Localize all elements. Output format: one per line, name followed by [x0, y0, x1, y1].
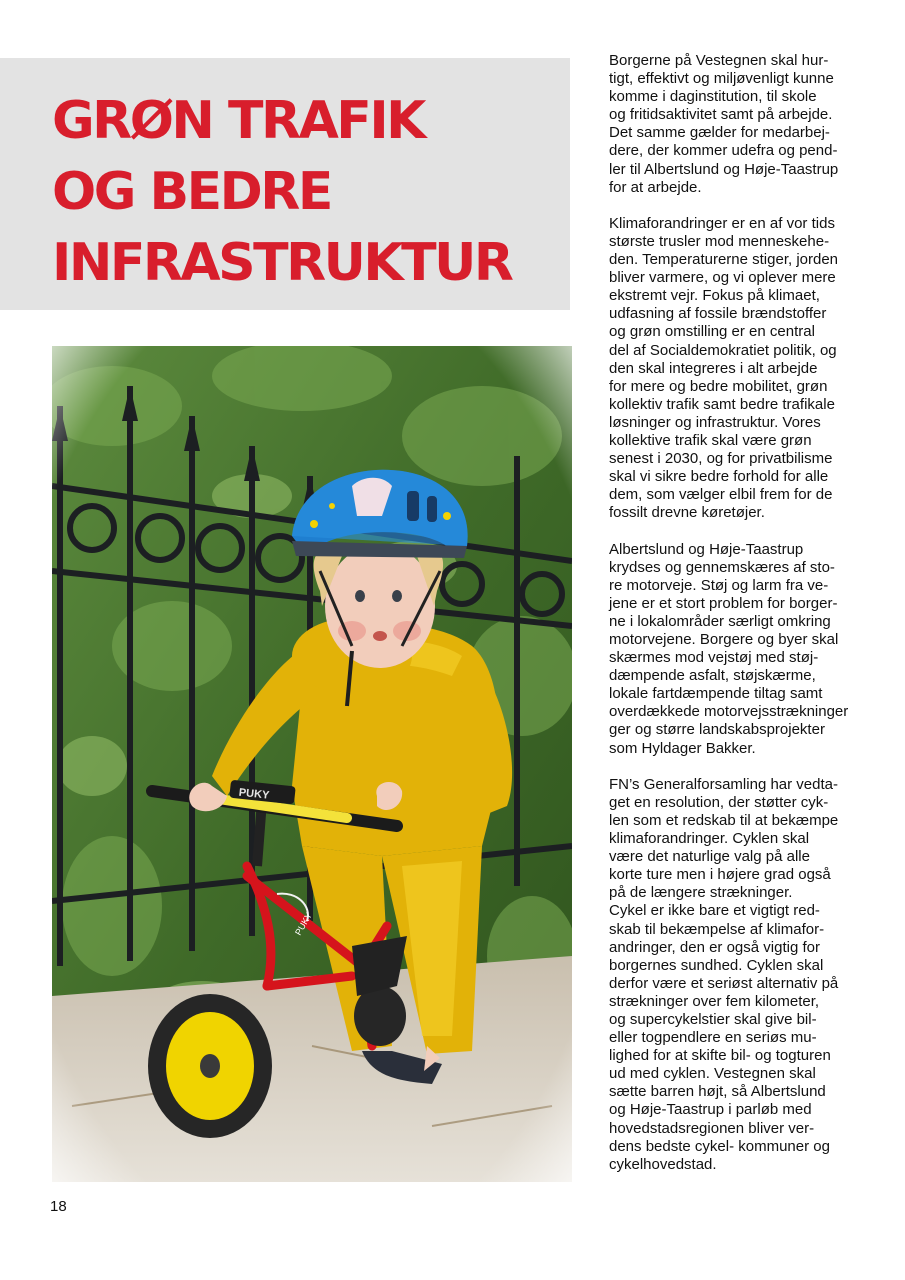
text-line: og supercykelstier skal give bil- [609, 1010, 817, 1028]
text-line: senest i 2030, og for privatbilisme [609, 450, 833, 468]
text-line: del af Socialdemokratiet politik, og [609, 341, 837, 359]
text-line: hovedstadsregionen bliver ver- [609, 1119, 815, 1137]
article-body [609, 52, 869, 1192]
text-line: FN’s Generalforsamling har vedta- [609, 775, 838, 793]
paragraph-noise [609, 541, 869, 758]
text-line: dere, der kommer udefra og pend- [609, 142, 838, 160]
title-line: OG BEDRE [52, 162, 331, 222]
text-line: borgernes sundhed. Cyklen skal [609, 956, 824, 974]
text-line: kollektiv trafik samt bedre trafikale [609, 395, 835, 413]
text-line: ger og større landskabsprojekter [609, 721, 825, 739]
text-line: cykelhovedstad. [609, 1155, 717, 1173]
text-line: dæmpende asfalt, støjskærme, [609, 667, 816, 685]
text-line: strækninger over fem kilometer, [609, 992, 820, 1010]
paragraph-cycling [609, 776, 869, 1174]
text-line: for at arbejde. [609, 178, 702, 196]
text-line: ler til Albertslund og Høje-Taastrup [609, 160, 839, 178]
text-line: motorvejene. Borgere og byer skal [609, 631, 839, 648]
text-line: for mere og bedre mobilitet, grøn [609, 377, 828, 395]
text-line: fossilt drevne køretøjer. [609, 504, 765, 522]
text-line: være det naturlige valg på alle [609, 848, 810, 866]
text-line: Borgerne på Vestegnen skal hur- [609, 52, 829, 69]
text-line: udfasning af fossile brændstoffer [609, 305, 827, 323]
child-balance-bike-photo [52, 346, 572, 1182]
text-line: ud med cyklen. Vestegnen skal [609, 1065, 816, 1083]
text-line: kollektive trafik skal være grøn [609, 431, 812, 449]
text-line: overdækkede motorvejsstrækninger [609, 703, 849, 721]
text-line: eller togpendlere en seriøs mu- [609, 1029, 817, 1047]
page-title [52, 86, 511, 299]
text-line: ne i lokalområder særligt omkring [609, 612, 831, 630]
text-line: lokale fartdæmpende tiltag samt [609, 685, 823, 703]
text-line: sætte barren højt, så Albertslund [609, 1083, 826, 1101]
text-line: den skal integreres i alt arbejde [609, 359, 818, 377]
text-line: korte ture men i højere grad også [609, 866, 831, 884]
text-line: komme i daginstitution, til skole [609, 88, 817, 106]
text-line: skab til bekæmpelse af klimafor- [609, 920, 825, 938]
text-line: og grøn omstilling er en central [609, 323, 815, 341]
text-line: skærmes mod vejstøj med støj- [609, 649, 819, 667]
text-line: lighed for at skifte bil- og togturen [609, 1047, 831, 1065]
text-line: klimaforandringer. Cyklen skal [609, 830, 810, 848]
text-line: bliver varmere, og vi oplever mere [609, 269, 836, 287]
paragraph-climate [609, 215, 869, 523]
text-line: Det samme gælder for medarbej- [609, 124, 830, 142]
text-line: løsninger og infrastruktur. Vores [609, 413, 821, 431]
text-line: get en resolution, der støtter cyk- [609, 793, 829, 811]
title-line: INFRASTRUKTUR [52, 233, 512, 293]
text-line: den. Temperaturerne stiger, jorden [609, 251, 839, 269]
page-number: 18 [50, 1198, 67, 1215]
text-line: dem, som vælger elbil frem for de [609, 486, 833, 504]
text-line: på de længere strækninger. [609, 884, 793, 902]
text-line: re motorveje. Støj og larm fra ve- [609, 576, 829, 594]
text-line: krydses og gennemskæres af sto- [609, 558, 835, 576]
text-line: Klimaforandringer er en af vor tids [609, 214, 835, 232]
text-line: som Hyldager Bakker. [609, 739, 756, 757]
paragraph-mobility [609, 52, 869, 197]
text-line: len som et redskab til at bekæmpe [609, 811, 839, 829]
text-line: og fritidsaktivitet samt på arbejde. [609, 106, 833, 124]
text-line: Cykel er ikke bare et vigtigt red- [609, 902, 820, 920]
text-line: andringer, den er også vigtig for [609, 938, 820, 956]
text-line: derfor være et seriøst alternativ på [609, 974, 839, 992]
text-line: tigt, effektivt og miljøvenligt kunne [609, 70, 834, 88]
text-line: og Høje-Taastrup i parløb med [609, 1101, 812, 1119]
text-line: skal vi sikre bedre forhold for alle [609, 468, 829, 486]
text-line: største trusler mod menneskehe- [609, 232, 830, 250]
title-line: GRØN TRAFIK [52, 91, 424, 151]
text-line: ekstremt vejr. Fokus på klimaet, [609, 287, 820, 305]
text-line: Albertslund og Høje-Taastrup [609, 540, 804, 558]
text-line: jene er et stort problem for borger- [609, 594, 838, 612]
text-line: dens bedste cykel- kommuner og [609, 1137, 830, 1155]
